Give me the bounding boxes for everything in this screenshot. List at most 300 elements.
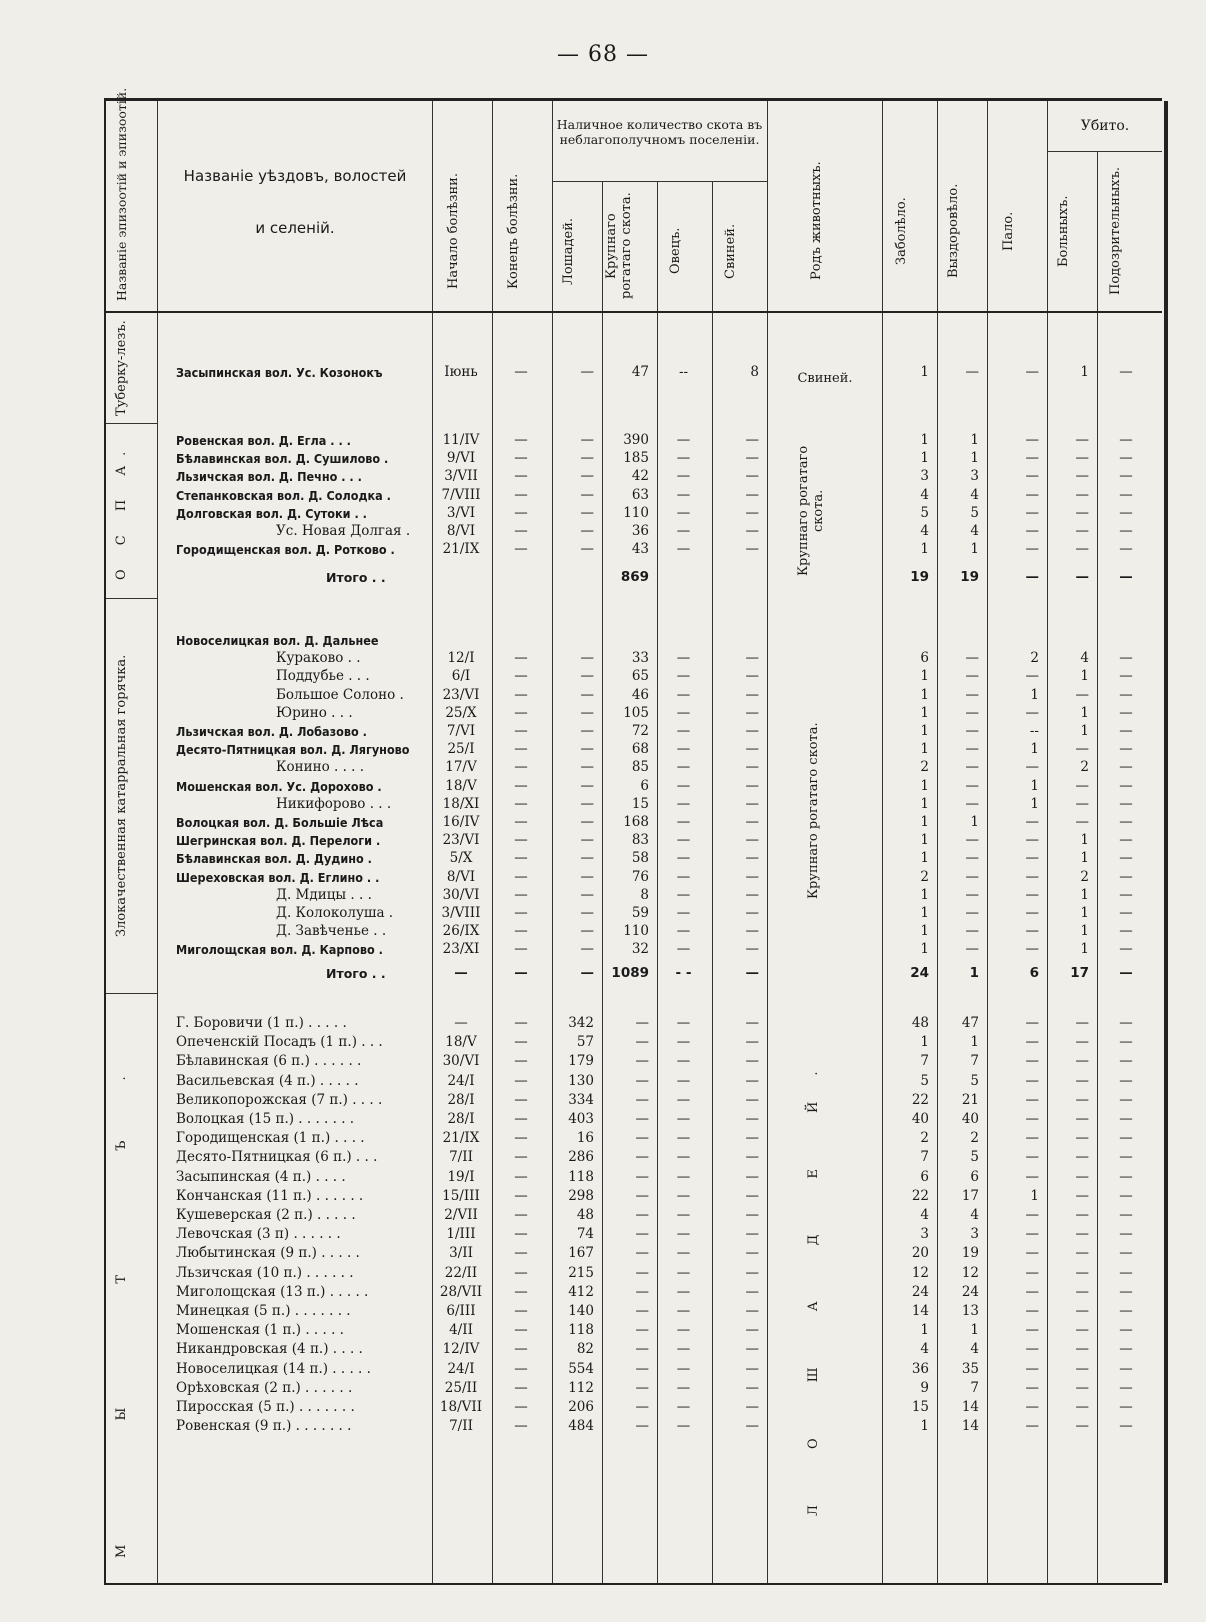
cell-died: — <box>1025 1169 1039 1185</box>
cell-died: — <box>1025 1380 1039 1396</box>
cell-sick: 40 <box>911 1111 929 1127</box>
settlement-name: Степанковская вол. Д. Солодка . <box>176 488 391 503</box>
cell-horses: — <box>580 487 594 503</box>
cell-start: 21/IX <box>442 541 480 557</box>
section-label-fever: Злокачественная катарральная горячка. <box>114 654 129 938</box>
cell-kp: — <box>1119 796 1133 812</box>
cell-kp: — <box>1119 569 1133 585</box>
cell-sheep: — <box>676 1092 691 1108</box>
cell-kp: — <box>1119 1034 1133 1050</box>
cell-rec: 5 <box>970 1073 979 1089</box>
cell-horses: 140 <box>568 1303 594 1319</box>
cell-kp: — <box>1119 941 1133 957</box>
cell-ks: — <box>1075 1207 1089 1223</box>
cell-cattle: — <box>635 1284 649 1300</box>
header-divider <box>552 181 767 182</box>
cell-start: 30/VI <box>442 1053 480 1069</box>
cell-died: — <box>1025 1073 1039 1089</box>
cell-kp: — <box>1119 1053 1133 1069</box>
cell-start: 25/I <box>447 741 475 757</box>
cell-rec: 35 <box>961 1361 979 1377</box>
cell-cattle: 68 <box>631 741 649 757</box>
cell-start: 5/X <box>449 850 473 866</box>
table-row <box>106 1340 1162 1359</box>
cell-kp: — <box>1119 1226 1133 1242</box>
cell-cattle: — <box>635 1034 649 1050</box>
cell-sheep: — <box>676 1111 691 1127</box>
table-row <box>106 1302 1162 1321</box>
cell-rec: 17 <box>961 1188 979 1204</box>
cell-start: 30/VI <box>442 887 480 903</box>
cell-kp: — <box>1119 850 1133 866</box>
settlement-name: Д. Мдицы . . . <box>276 887 372 903</box>
cell-sheep: — <box>676 814 691 830</box>
cell-rec: — <box>965 869 979 885</box>
cell-kp: — <box>1119 1418 1133 1434</box>
kind-label-horses: Л О Ш А Д Е Й. <box>806 1045 821 1517</box>
table-row <box>106 1379 1162 1398</box>
cell-end: — <box>514 468 528 484</box>
settlement-name: Поддубье . . . <box>276 668 370 684</box>
table-row <box>106 831 1162 850</box>
cell-sick: 1 <box>920 364 929 380</box>
cell-rec: 21 <box>961 1092 979 1108</box>
cell-kp: — <box>1119 1149 1133 1165</box>
cell-kp: — <box>1119 741 1133 757</box>
header-died: Пало. <box>1001 211 1016 251</box>
cell-sick: 24 <box>910 965 929 981</box>
cell-sheep: — <box>676 850 691 866</box>
settlement-name: Льзичская вол. Д. Печно . . . <box>176 469 362 484</box>
header-divider <box>1047 151 1162 152</box>
cell-ks: — <box>1075 741 1089 757</box>
cell-horses: 334 <box>568 1092 594 1108</box>
cell-ks: 1 <box>1080 905 1089 921</box>
table-row <box>106 667 1162 686</box>
cell-sick: 22 <box>911 1188 929 1204</box>
cell-died: — <box>1025 887 1039 903</box>
cell-sheep: — <box>676 723 691 739</box>
cell-horses: — <box>580 887 594 903</box>
cell-died: — <box>1025 759 1039 775</box>
cell-sick: 1 <box>920 814 929 830</box>
cell-pigs: — <box>745 965 759 981</box>
cell-end: — <box>514 1111 528 1127</box>
cell-pigs: — <box>745 923 759 939</box>
header-name-line1: Названіе уѣздовъ, волостей <box>183 167 407 185</box>
cell-pigs: — <box>745 1149 759 1165</box>
cell-rec: — <box>965 778 979 794</box>
cell-cattle: 58 <box>631 850 649 866</box>
cell-horses: — <box>580 723 594 739</box>
cell-sick: 36 <box>911 1361 929 1377</box>
settlement-name: Васильевская (4 п.) . . . . . <box>176 1073 359 1089</box>
cell-ks: — <box>1075 1380 1089 1396</box>
cell-start: 8/VI <box>446 523 476 539</box>
cell-start: 11/IV <box>442 432 480 448</box>
cell-pigs: — <box>745 1418 759 1434</box>
cell-pigs: — <box>745 1322 759 1338</box>
cell-ks: — <box>1075 1188 1089 1204</box>
cell-sick: 5 <box>920 505 929 521</box>
header-start: Начало болѣзни. <box>446 173 461 289</box>
total-row <box>106 964 1162 983</box>
cell-sick: 2 <box>920 869 929 885</box>
cell-sheep: — <box>676 1207 691 1223</box>
table-row <box>106 1225 1162 1244</box>
cell-cattle: — <box>635 1169 649 1185</box>
table-row <box>106 740 1162 759</box>
cell-sick: 1 <box>920 705 929 721</box>
cell-ks: 1 <box>1080 923 1089 939</box>
cell-cattle: 33 <box>631 650 649 666</box>
cell-died: 1 <box>1030 796 1039 812</box>
cell-start: 7/II <box>449 1149 473 1165</box>
cell-end: — <box>514 1284 528 1300</box>
cell-cattle: 83 <box>631 832 649 848</box>
settlement-name: Льзичская (10 п.) . . . . . . <box>176 1265 354 1281</box>
cell-end: — <box>514 505 528 521</box>
settlement-name: Волоцкая вол. Д. Большіе Лѣса <box>176 815 384 830</box>
cell-rec: 14 <box>961 1418 979 1434</box>
cell-kp: — <box>1119 487 1133 503</box>
cell-died: 1 <box>1030 1188 1039 1204</box>
cell-died: — <box>1025 1361 1039 1377</box>
cell-pigs: — <box>745 1341 759 1357</box>
cell-sick: 6 <box>920 650 929 666</box>
cell-start: 3/VII <box>444 468 478 484</box>
cell-sick: 1 <box>920 941 929 957</box>
cell-died: — <box>1025 1399 1039 1415</box>
cell-rec: 1 <box>969 965 979 981</box>
cell-pigs: — <box>745 1303 759 1319</box>
settlement-name: Пироcская (5 п.) . . . . . . . <box>176 1399 355 1415</box>
settlement-name: Новоселицкая вол. Д. Дальнее <box>176 633 379 648</box>
cell-sick: 1 <box>920 450 929 466</box>
cell-end: — <box>514 759 528 775</box>
cell-kp: — <box>1119 1399 1133 1415</box>
cell-sheep: — <box>676 687 691 703</box>
cell-end: — <box>514 1149 528 1165</box>
cell-sheep: — <box>676 650 691 666</box>
cell-ks: — <box>1075 1092 1089 1108</box>
cell-horses: — <box>580 850 594 866</box>
cell-horses: — <box>580 668 594 684</box>
cell-start: 18/V <box>445 1034 477 1050</box>
cell-kp: — <box>1119 1207 1133 1223</box>
cell-cattle: — <box>635 1265 649 1281</box>
cell-ks: 1 <box>1080 887 1089 903</box>
cell-sheep: — <box>676 832 691 848</box>
cell-sheep: — <box>676 1188 691 1204</box>
cell-ks: 1 <box>1080 364 1089 380</box>
cell-kp: — <box>1119 1169 1133 1185</box>
table-row <box>106 1264 1162 1283</box>
cell-rec: 5 <box>970 1149 979 1165</box>
cell-horses: 215 <box>568 1265 594 1281</box>
cell-ks: — <box>1075 1015 1089 1031</box>
cell-horses: 82 <box>576 1341 594 1357</box>
settlement-name: Ровенская (9 п.) . . . . . . . <box>176 1418 352 1434</box>
cell-ks: — <box>1075 1169 1089 1185</box>
settlement-name: Новоселицкая (14 п.) . . . . . <box>176 1361 371 1377</box>
cell-kp: — <box>1119 1303 1133 1319</box>
cell-sheep: — <box>676 1149 691 1165</box>
cell-pigs: — <box>745 705 759 721</box>
settlement-name: Минецкая (5 п.) . . . . . . . <box>176 1303 351 1319</box>
cell-sick: 5 <box>920 1073 929 1089</box>
cell-rec: — <box>965 759 979 775</box>
cell-pigs: — <box>745 650 759 666</box>
cell-sick: 20 <box>911 1245 929 1261</box>
cell-cattle: — <box>635 1015 649 1031</box>
cell-rec: 14 <box>961 1399 979 1415</box>
cell-start: 22/II <box>444 1265 478 1281</box>
settlement-name: Городищенская вол. Д. Ротково . <box>176 542 395 557</box>
cell-kp: — <box>1119 814 1133 830</box>
header-recovered: Выздоровѣло. <box>946 183 961 279</box>
table-row <box>106 1187 1162 1206</box>
table-row <box>106 1417 1162 1436</box>
cell-kp: — <box>1119 523 1133 539</box>
cell-sick: 1 <box>920 796 929 812</box>
table-row <box>106 522 1162 541</box>
cell-start: 17/V <box>445 759 477 775</box>
header-bottom-rule <box>106 311 1162 313</box>
cell-rec: 19 <box>961 1245 979 1261</box>
cell-kp: — <box>1119 1341 1133 1357</box>
cell-died: — <box>1025 1034 1039 1050</box>
cell-pigs: — <box>745 432 759 448</box>
cell-start: 18/XI <box>442 796 480 812</box>
cell-sick: 1 <box>920 668 929 684</box>
cell-end: — <box>514 723 528 739</box>
cell-cattle: — <box>635 1149 649 1165</box>
cell-pigs: — <box>745 1265 759 1281</box>
table-row <box>106 795 1162 814</box>
settlement-name: Опеченскій Посадъ (1 п.) . . . <box>176 1034 383 1050</box>
table-row <box>106 922 1162 941</box>
cell-cattle: — <box>635 1303 649 1319</box>
cell-rec: 5 <box>970 505 979 521</box>
cell-sheep: -- <box>678 364 689 380</box>
cell-horses: 74 <box>576 1226 594 1242</box>
cell-kp: — <box>1119 905 1133 921</box>
cell-died: — <box>1025 364 1039 380</box>
cell-end: — <box>514 650 528 666</box>
table-row <box>106 1244 1162 1263</box>
cell-cattle: 105 <box>623 705 649 721</box>
header-name-line2: и селеній. <box>255 219 335 237</box>
cell-horses: — <box>580 432 594 448</box>
table-row <box>106 1110 1162 1129</box>
cell-start: 3/II <box>449 1245 473 1261</box>
cell-rec: 6 <box>970 1169 979 1185</box>
cell-kp: — <box>1119 1361 1133 1377</box>
header-episootiya: Названіе эпизоотій и эпизоотій. <box>114 87 129 301</box>
cell-horses: — <box>580 650 594 666</box>
cell-ks: 2 <box>1080 759 1089 775</box>
cell-ks: — <box>1075 432 1089 448</box>
total-label: Итого . . <box>326 570 386 585</box>
cell-died: 2 <box>1030 650 1039 666</box>
cell-cattle: 47 <box>631 364 649 380</box>
cell-horses: 412 <box>568 1284 594 1300</box>
cell-start: 16/IV <box>442 814 480 830</box>
cell-rec: 3 <box>970 468 979 484</box>
cell-end: — <box>514 1380 528 1396</box>
cell-cattle: — <box>635 1361 649 1377</box>
cell-died: — <box>1025 505 1039 521</box>
cell-sick: 6 <box>920 1169 929 1185</box>
cell-horses: — <box>580 705 594 721</box>
cell-pigs: — <box>745 687 759 703</box>
cell-sick: 48 <box>911 1015 929 1031</box>
cell-kp: — <box>1119 364 1133 380</box>
cell-horses: — <box>580 814 594 830</box>
cell-sheep: — <box>676 1418 691 1434</box>
cell-start: 7/II <box>449 1418 473 1434</box>
table-row <box>106 631 1162 650</box>
cell-cattle: 36 <box>631 523 649 539</box>
cell-kp: — <box>1119 450 1133 466</box>
cell-end: — <box>514 1245 528 1261</box>
settlement-name: Шереховская вол. Д. Еглино . . <box>176 870 380 885</box>
cell-pigs: — <box>745 1284 759 1300</box>
settlement-name: Ус. Новая Долгая . <box>276 523 411 539</box>
cell-rec: 1 <box>970 450 979 466</box>
cell-end: — <box>514 668 528 684</box>
cell-end: — <box>514 814 528 830</box>
cell-end: — <box>514 364 528 380</box>
cell-start: 18/V <box>445 778 477 794</box>
section-divider <box>106 598 157 599</box>
table-row <box>106 1168 1162 1187</box>
header-killed-group: Убито. <box>1080 118 1130 134</box>
section-divider <box>106 423 157 424</box>
cell-ks: — <box>1075 814 1089 830</box>
cell-pigs: — <box>745 1207 759 1223</box>
cell-sick: 14 <box>911 1303 929 1319</box>
cell-died: — <box>1025 1092 1039 1108</box>
cell-pigs: — <box>745 1073 759 1089</box>
cell-end: — <box>514 1015 528 1031</box>
cell-pigs: — <box>745 505 759 521</box>
cell-end: — <box>514 741 528 757</box>
cell-rec: — <box>965 850 979 866</box>
settlement-name: Орѣховская (2 п.) . . . . . . <box>176 1380 353 1396</box>
cell-died: — <box>1025 869 1039 885</box>
cell-sick: 1 <box>920 923 929 939</box>
cell-sick: 1 <box>920 723 929 739</box>
cell-cattle: 72 <box>631 723 649 739</box>
cell-pigs: — <box>745 941 759 957</box>
cell-kp: — <box>1119 1015 1133 1031</box>
cell-rec: 7 <box>970 1053 979 1069</box>
cell-start: 3/VIII <box>441 905 481 921</box>
cell-ks: 2 <box>1080 869 1089 885</box>
cell-sick: 1 <box>920 432 929 448</box>
cell-sick: 1 <box>920 850 929 866</box>
cell-end: — <box>514 905 528 921</box>
cell-start: 15/III <box>442 1188 480 1204</box>
cell-died: — <box>1025 1418 1039 1434</box>
cell-ks: — <box>1075 468 1089 484</box>
cell-rec: — <box>965 941 979 957</box>
cell-start: 24/I <box>447 1361 475 1377</box>
cell-sick: 3 <box>920 1226 929 1242</box>
cell-pigs: — <box>745 1034 759 1050</box>
cell-ks: — <box>1075 1130 1089 1146</box>
cell-died: — <box>1025 832 1039 848</box>
settlement-name: Кончанская (11 п.) . . . . . . <box>176 1188 364 1204</box>
cell-cattle: — <box>635 1073 649 1089</box>
cell-ks: — <box>1075 1265 1089 1281</box>
cell-cattle: — <box>635 1207 649 1223</box>
cell-cattle: 15 <box>631 796 649 812</box>
cell-end: — <box>514 1034 528 1050</box>
cell-sick: 1 <box>920 741 929 757</box>
cell-sick: 1 <box>920 778 929 794</box>
settlement-name: Долговская вол. Д. Сутоки . . <box>176 506 367 521</box>
cell-sheep: — <box>676 1284 691 1300</box>
header-killed-suspect: Подозрительныхъ. <box>1108 166 1123 296</box>
cell-ks: — <box>1075 523 1089 539</box>
cell-end: — <box>514 1265 528 1281</box>
cell-ks: — <box>1075 1303 1089 1319</box>
cell-start: 23/VI <box>442 687 480 703</box>
settlement-name: Кушеверская (2 п.) . . . . . <box>176 1207 356 1223</box>
cell-died: — <box>1025 487 1039 503</box>
cell-sheep: — <box>676 1015 691 1031</box>
cell-kp: — <box>1119 1188 1133 1204</box>
section-label-myt: М Ы Т Ъ. <box>114 1016 129 1558</box>
cell-cattle: — <box>635 1053 649 1069</box>
cell-cattle: 6 <box>640 778 649 794</box>
cell-kp: — <box>1119 668 1133 684</box>
kind-label-pigs: Свиней. <box>797 371 853 386</box>
cell-end: — <box>514 1322 528 1338</box>
cell-died: — <box>1025 1265 1039 1281</box>
cell-start: 25/II <box>444 1380 478 1396</box>
page-number: — 68 — <box>557 42 649 67</box>
table-row <box>106 649 1162 668</box>
table-row <box>106 1360 1162 1379</box>
cell-pigs: — <box>745 1130 759 1146</box>
cell-died: 6 <box>1029 965 1039 981</box>
cell-rec: 1 <box>970 814 979 830</box>
cell-rec: — <box>965 796 979 812</box>
table-row <box>106 540 1162 559</box>
settlement-name: Бѣлавинская вол. Д. Дудино . <box>176 851 372 866</box>
cell-horses: — <box>580 505 594 521</box>
table-row <box>106 722 1162 741</box>
cell-end: — <box>514 941 528 957</box>
data-table <box>104 87 1162 1585</box>
cell-horses: — <box>580 468 594 484</box>
cell-sheep: — <box>676 505 691 521</box>
cell-horses: 118 <box>568 1169 594 1185</box>
cell-cattle: 390 <box>623 432 649 448</box>
cell-horses: 57 <box>576 1034 594 1050</box>
cell-pigs: — <box>745 850 759 866</box>
cell-ks: 1 <box>1080 832 1089 848</box>
cell-start: 25/X <box>445 705 477 721</box>
total-label: Итого . . <box>326 966 386 981</box>
settlement-name: Льзичская вол. Д. Лобазово . <box>176 724 367 739</box>
cell-start: 3/VI <box>446 505 476 521</box>
cell-died: — <box>1025 468 1039 484</box>
